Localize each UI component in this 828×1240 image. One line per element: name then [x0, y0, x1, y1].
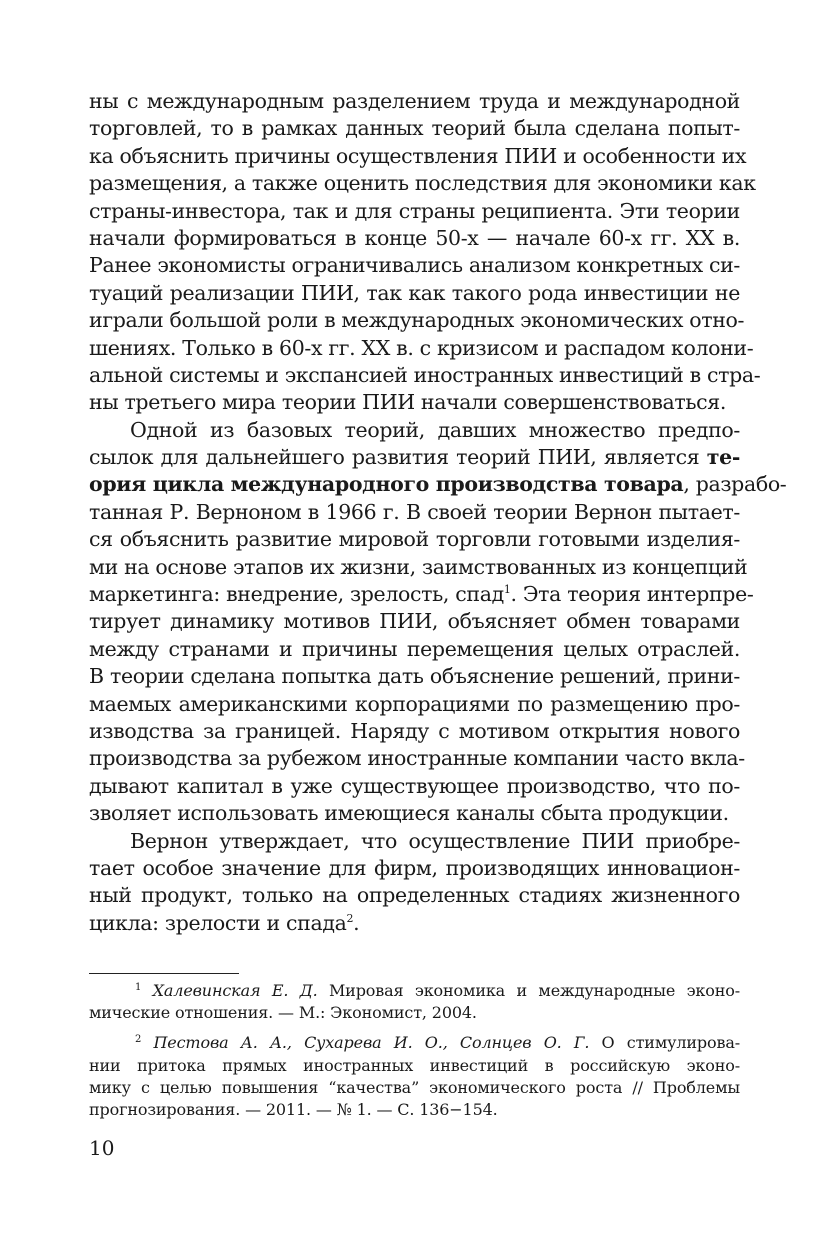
text-line: маемых американскими корпорациями по размещению про- [89, 691, 740, 716]
footnote-ref: 2 [346, 911, 354, 925]
footnote-line [89, 980, 740, 1002]
footnote-author: Пестова А. А., Сухарева И. О., Солнцев О. Г. [153, 1033, 590, 1053]
footnote-mark: 2 [135, 1034, 142, 1046]
text-line: размещения, а также оценить последствия для экономики как [89, 171, 756, 196]
footnote-line: прогнозирования. — 2011. — № 1. — С. 136−154. [89, 1099, 498, 1119]
text-segment: цикла: зрелости и спада [89, 910, 347, 935]
text-line: Одной из базовых теорий, давших множество предпо- [130, 417, 740, 442]
text-line: играли большой роли в международных экономических отно- [89, 308, 745, 333]
text-line: ми на основе этапов их жизни, заимствованных из концепций [89, 554, 748, 579]
footnote-ref: 1 [503, 583, 511, 597]
bold-term: те- [706, 445, 740, 470]
text-line [89, 471, 787, 498]
footnote-2 [89, 1032, 740, 1121]
text-line [89, 910, 740, 937]
footnote-line [89, 1032, 740, 1054]
footnote-line: нии притока прямых иностранных инвестиций в российскую эконо- [89, 1055, 740, 1075]
footnotes [89, 973, 740, 1121]
footnote-author: Халевинская Е. Д. [152, 981, 318, 1000]
paragraph-2 [89, 417, 787, 828]
text-line: ный продукт, только на определенных стадиях жизненного [89, 883, 740, 908]
text-line [89, 581, 754, 608]
text-line: страны-инвестора, так и для страны реципиента. Эти теории [89, 198, 740, 223]
text-line: ны третьего мира теории ПИИ начали совершенствоваться. [89, 390, 727, 415]
text-segment: . Эта теория интерпре- [510, 582, 754, 607]
text-line: танная Р. Верноном в 1966 г. В своей теории Вернон пытает- [89, 499, 740, 524]
footnote-line: мические отношения. — М.: Экономист, 2004. [89, 1003, 477, 1023]
paragraph-1 [89, 88, 761, 417]
text-line: туаций реализации ПИИ, так как такого рода инвестиции не [89, 280, 740, 305]
text-line: альной системы и экспансией иностранных инвестиций в стра- [89, 362, 761, 387]
text-line: тает особое значение для фирм, производящих инновацион- [89, 855, 740, 880]
text-line: Ранее экономисты ограничивались анализом конкретных си- [89, 253, 740, 278]
footnote-mark: 1 [135, 982, 142, 993]
text-line: тирует динамику мотивов ПИИ, объясняет обмен товарами [89, 609, 740, 634]
text-segment: О стимулирова- [589, 1033, 740, 1053]
bold-term: ория цикла международного производства товара [89, 472, 684, 497]
text-line: торговлей, то в рамках данных теорий была сделана попыт- [89, 116, 740, 141]
footnote-line: мику с целью повышения “качества” экономического роста // Проблемы [89, 1077, 740, 1097]
text-segment: маркетинга: внедрение, зрелость, спад [89, 582, 504, 607]
page-number: 10 [89, 1136, 115, 1160]
text-line: начали формироваться в конце 50-х — начале 60-х гг. XX в. [89, 225, 740, 250]
text-line: ны с международным разделением труда и международной [89, 89, 740, 113]
text-line: зволяет использовать имеющиеся каналы сбыта продукции. [89, 801, 729, 826]
text-segment: сылок для дальнейшего развития теорий ПИИ, является [89, 445, 707, 470]
text-line: дывают капитал в уже существующее производство, что по- [89, 773, 740, 798]
text-line: ка объяснить причины осуществления ПИИ и особенности их [89, 143, 747, 168]
paragraph-3 [89, 828, 740, 938]
text-line: между странами и причины перемещения целых отраслей. [89, 636, 740, 661]
footnote-1 [89, 980, 740, 1024]
footnote-divider [89, 973, 239, 974]
text-line: ся объяснить развитие мировой торговли готовыми изделия- [89, 527, 740, 552]
main-text [89, 88, 787, 937]
text-line [89, 444, 740, 471]
text-line: Вернон утверждает, что осуществление ПИИ приобре- [130, 828, 740, 853]
text-segment: . [353, 910, 360, 935]
text-line: шениях. Только в 60-х гг. XX в. с кризисом и распадом колони- [89, 335, 754, 360]
text-line: производства за рубежом иностранные компании часто вкла- [89, 746, 745, 771]
text-line: В теории сделана попытка дать объяснение решений, прини- [89, 664, 740, 689]
text-line: изводства за границей. Наряду с мотивом открытия нового [89, 718, 740, 743]
text-segment: Мировая экономика и международные эконо- [317, 981, 741, 1000]
text-segment: , разрабо- [683, 472, 787, 497]
